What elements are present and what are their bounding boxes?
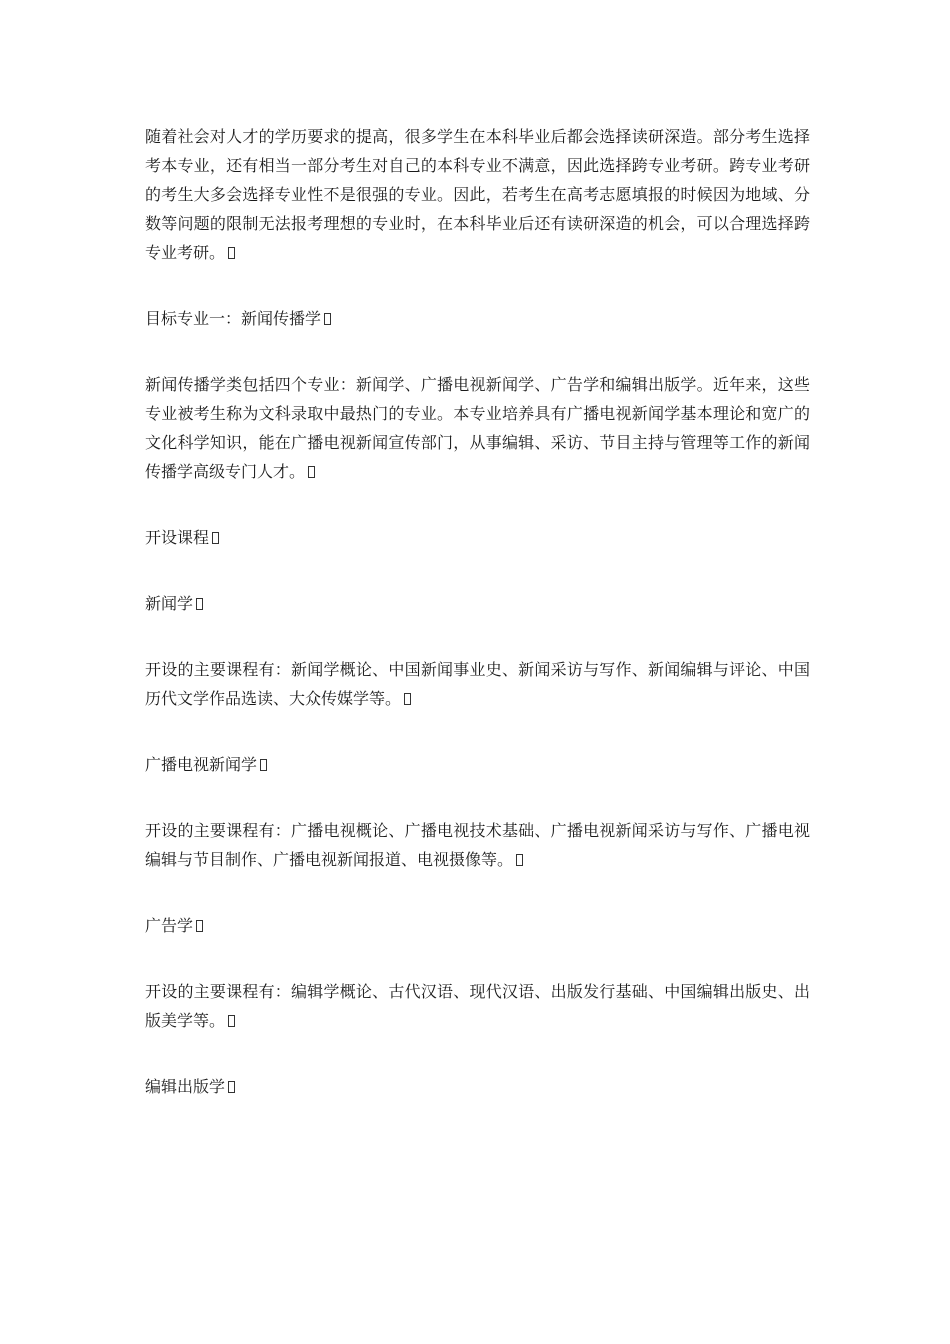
courses-heading-text: 开设课程 <box>145 528 210 547</box>
paragraph-end-mark-icon <box>260 759 267 771</box>
paragraph-end-mark-icon <box>228 1081 235 1093</box>
major-courses-text: 开设的主要课程有：广播电视概论、广播电视技术基础、广播电视新闻采访与写作、广播电视编辑与节目制作、广播电视新闻报道、电视摄像等。 <box>145 821 810 869</box>
paragraph-end-mark-icon <box>516 854 523 866</box>
target-major-description-text: 新闻传播学类包括四个专业：新闻学、广播电视新闻学、广告学和编辑出版学。近年来，这些专业被考生称为文科录取中最热门的专业。本专业培养具有广播电视新闻学基本理论和宽广的文化科学知识，能在广播电视新闻宣传部门，从事编辑、采访、节目主持与管理等工作的新闻传播学高级专门人才。 <box>145 375 810 481</box>
paragraph-end-mark-icon <box>404 693 411 705</box>
courses-heading <box>145 523 810 552</box>
major-heading-editing-publishing <box>145 1072 810 1101</box>
major-courses-broadcast <box>145 816 810 874</box>
paragraph-end-mark-icon <box>196 920 203 932</box>
major-name: 新闻学 <box>145 594 194 613</box>
target-major-description <box>145 370 810 486</box>
paragraph-end-mark-icon <box>308 466 315 478</box>
target-major-heading-text: 目标专业一：新闻传播学 <box>145 309 322 328</box>
target-major-heading <box>145 304 810 333</box>
paragraph-end-mark-icon <box>196 598 203 610</box>
major-heading-broadcast <box>145 750 810 779</box>
paragraph-end-mark-icon <box>228 1015 235 1027</box>
document-body <box>145 122 810 1101</box>
major-name: 广告学 <box>145 916 194 935</box>
major-heading-journalism <box>145 589 810 618</box>
paragraph-end-mark-icon <box>212 532 219 544</box>
major-name: 编辑出版学 <box>145 1077 226 1096</box>
major-heading-advertising <box>145 911 810 940</box>
major-courses-advertising <box>145 977 810 1035</box>
major-courses-text: 开设的主要课程有：编辑学概论、古代汉语、现代汉语、出版发行基础、中国编辑出版史、出版美学等。 <box>145 982 810 1030</box>
major-courses-text: 开设的主要课程有：新闻学概论、中国新闻事业史、新闻采访与写作、新闻编辑与评论、中国历代文学作品选读、大众传媒学等。 <box>145 660 810 708</box>
intro-text: 随着社会对人才的学历要求的提高，很多学生在本科毕业后都会选择读研深造。部分考生选择考本专业，还有相当一部分考生对自己的本科专业不满意，因此选择跨专业考研。跨专业考研的考生大多会选择专业性不是很强的专业。因此，若考生在高考志愿填报的时候因为地域、分数等问题的限制无法报考理想的专业时，在本科毕业后还有读研深造的机会，可以合理选择跨专业考研。 <box>145 127 810 262</box>
intro-paragraph <box>145 122 810 267</box>
major-courses-journalism <box>145 655 810 713</box>
paragraph-end-mark-icon <box>228 247 235 259</box>
major-name: 广播电视新闻学 <box>145 755 258 774</box>
paragraph-end-mark-icon <box>324 313 331 325</box>
